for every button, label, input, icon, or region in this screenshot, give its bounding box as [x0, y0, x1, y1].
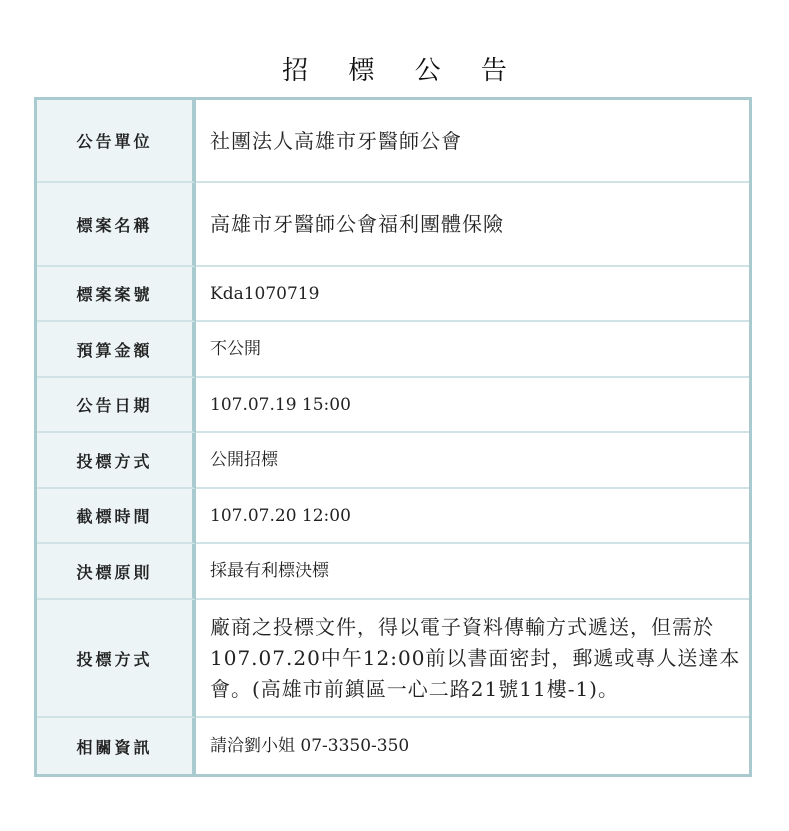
row-label: 公告日期	[37, 378, 196, 433]
row-label: 投標方式	[37, 433, 196, 489]
table-row	[37, 433, 749, 489]
row-value: 107.07.19 15:00	[196, 378, 749, 433]
row-value: 公開招標	[196, 433, 749, 489]
row-value: Kda1070719	[196, 267, 749, 322]
table-row	[37, 100, 749, 183]
row-label: 投標方式	[37, 600, 196, 718]
page-title: 招 標 公 告	[282, 56, 523, 86]
row-value: 107.07.20 12:00	[196, 489, 749, 544]
row-label: 公告單位	[37, 100, 196, 183]
row-label: 截標時間	[37, 489, 196, 544]
row-label: 標案名稱	[37, 183, 196, 267]
row-label: 預算金額	[37, 322, 196, 378]
row-value: 高雄市牙醫師公會福利團體保險	[196, 183, 749, 267]
table-row	[37, 183, 749, 267]
row-value: 不公開	[196, 322, 749, 378]
table-row	[37, 544, 749, 600]
notice-table	[34, 97, 752, 777]
table-row	[37, 489, 749, 544]
row-value: 採最有利標決標	[196, 544, 749, 600]
table-row	[37, 600, 749, 718]
row-value: 社團法人高雄市牙醫師公會	[196, 100, 749, 183]
row-label: 相關資訊	[37, 718, 196, 774]
row-value: 廠商之投標文件，得以電子資料傳輸方式遞送，但需於107.07.20中午12:00前以書面密封，郵遞或專人送達本會。(高雄市前鎮區一心二路21號11樓-1)。	[196, 600, 749, 718]
table-row	[37, 718, 749, 774]
row-value: 請洽劉小姐 07-3350-350	[210, 736, 410, 756]
table-row	[37, 378, 749, 433]
table-row	[37, 267, 749, 322]
row-label: 標案案號	[37, 267, 196, 322]
table-row	[37, 322, 749, 378]
row-label: 決標原則	[37, 544, 196, 600]
